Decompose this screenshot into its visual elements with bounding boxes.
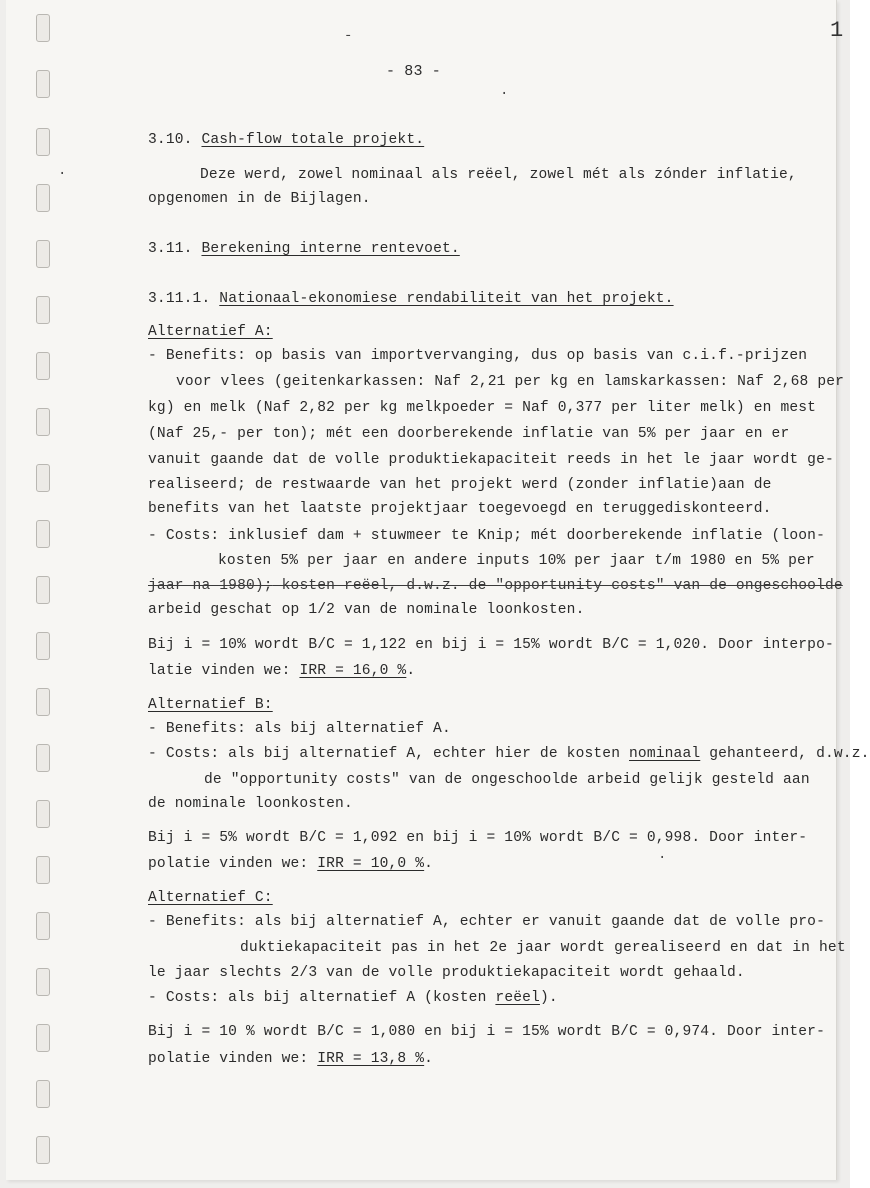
binding-hole (36, 520, 50, 548)
alt-a-heading: Alternatief A: (148, 324, 273, 340)
binding-hole (36, 856, 50, 884)
binding-hole (36, 1080, 50, 1108)
section-number: 3.11. (148, 241, 193, 257)
alt-a-benefits-line: kg) en melk (Naf 2,82 per kg melkpoeder = Naf 0,377 per liter melk) en mest (148, 400, 817, 416)
section-3-11-1-heading (148, 290, 674, 309)
stray-mark: - (344, 28, 353, 44)
section-title: Berekening interne rentevoet. (201, 241, 460, 257)
binding-hole (36, 296, 50, 324)
alt-c-benefits-line: duktiekapaciteit pas in het 2e jaar wordt gerealiseerd en dat in het (240, 940, 846, 956)
costs-text: gehanteerd, d.w.z. (700, 746, 870, 762)
paragraph-line: Deze werd, zowel nominaal als reëel, zowel mét als zónder inflatie, (200, 167, 797, 183)
section-title: Cash-flow totale projekt. (201, 132, 425, 148)
stray-mark: · (658, 850, 667, 866)
binding-hole (36, 70, 50, 98)
alt-b-result-line: Bij i = 5% wordt B/C = 1,092 en bij i = 10% wordt B/C = 0,998. Door inter- (148, 830, 808, 846)
underlined-word: reëel (495, 990, 540, 1006)
binding-hole (36, 352, 50, 380)
binding-hole (36, 968, 50, 996)
result-suffix: . (424, 1051, 434, 1067)
irr-value: IRR = 10,0 % (317, 856, 425, 872)
result-suffix: . (406, 663, 416, 679)
paper-sheet (6, 0, 870, 1180)
section-3-10-heading (148, 131, 424, 150)
binding-hole (36, 464, 50, 492)
alt-b-costs-line: de nominale loonkosten. (148, 796, 353, 812)
section-title: Nationaal-ekonomiese rendabiliteit van het projekt. (219, 291, 674, 307)
alt-a-result-line (148, 662, 415, 681)
binding-hole (36, 184, 50, 212)
alt-a-costs-line: arbeid geschat op 1/2 van de nominale loonkosten. (148, 602, 585, 618)
binding-hole (36, 576, 50, 604)
section-3-11-heading (148, 240, 460, 259)
alt-a-costs-line: kosten 5% per jaar en andere inputs 10% per jaar t/m 1980 en 5% per (218, 553, 815, 569)
alt-c-benefits-line: - Benefits: als bij alternatief A, echter er vanuit gaande dat de volle pro- (148, 914, 825, 930)
alt-c-costs-line (148, 989, 558, 1008)
alt-b-benefits-line: - Benefits: als bij alternatief A. (148, 721, 451, 737)
binding-hole (36, 14, 50, 42)
irr-value: IRR = 16,0 % (299, 663, 407, 679)
alt-a-costs-struck-line (148, 577, 843, 596)
binding-hole (36, 912, 50, 940)
binding-hole (36, 632, 50, 660)
alt-a-benefits-line: benefits van het laatste projektjaar toegevoegd en teruggediskonteerd. (148, 501, 772, 517)
result-text: polatie vinden we: (148, 856, 318, 872)
paragraph-line: opgenomen in de Bijlagen. (148, 191, 371, 207)
corner-mark: 1 (830, 18, 844, 43)
binding-hole (36, 1136, 50, 1164)
irr-value: IRR = 13,8 % (317, 1051, 425, 1067)
underlined-word: nominaal (629, 746, 701, 762)
costs-text: ). (539, 990, 558, 1006)
binding-hole (36, 1024, 50, 1052)
alt-a-benefits-line: voor vlees (geitenkarkassen: Naf 2,21 per kg en lamskarkassen: Naf 2,68 per (176, 374, 845, 390)
binding-hole (36, 744, 50, 772)
alt-c-benefits-line: le jaar slechts 2/3 van de volle produktiekapaciteit wordt gehaald. (148, 965, 745, 981)
page-number: - 83 - (386, 63, 441, 80)
alt-b-heading: Alternatief B: (148, 697, 273, 713)
stray-mark: · (58, 166, 67, 182)
alt-b-costs-line: de "opportunity costs" van de ongeschoolde arbeid gelijk gesteld aan (204, 772, 810, 788)
costs-text: - Costs: als bij alternatief A (kosten (148, 990, 496, 1006)
alt-c-result-line (148, 1050, 433, 1069)
alt-a-result-line: Bij i = 10% wordt B/C = 1,122 en bij i = 15% wordt B/C = 1,020. Door interpo- (148, 637, 834, 653)
section-number: 3.11.1. (148, 291, 211, 307)
binding-hole (36, 800, 50, 828)
alt-a-benefits-line: - Benefits: op basis van importvervanging, dus op basis van c.i.f.-prijzen (148, 348, 808, 364)
alt-a-benefits-line: vanuit gaande dat de volle produktiekapaciteit reeds in het le jaar wordt ge- (148, 452, 834, 468)
result-text: polatie vinden we: (148, 1051, 318, 1067)
alt-c-result-line: Bij i = 10 % wordt B/C = 1,080 en bij i = 15% wordt B/C = 0,974. Door inter- (148, 1024, 825, 1040)
alt-b-result-line (148, 855, 433, 874)
section-number: 3.10. (148, 132, 193, 148)
struck-text: kosten reëel, d.w.z. de "opportunity costs" van de ongeschoolde (272, 578, 843, 594)
result-text: latie vinden we: (148, 663, 300, 679)
struck-text: jaar na 1980); (148, 578, 273, 594)
stray-mark: · (500, 86, 509, 102)
result-suffix: . (424, 856, 434, 872)
costs-text: - Costs: als bij alternatief A, echter hier de kosten (148, 746, 630, 762)
alt-a-benefits-line: (Naf 25,- per ton); mét een doorberekende inflatie van 5% per jaar en er (148, 426, 790, 442)
binding-hole (36, 128, 50, 156)
alt-a-costs-line: - Costs: inklusief dam + stuwmeer te Knip; mét doorberekende inflatie (loon- (148, 528, 825, 544)
binding-hole (36, 240, 50, 268)
binding-hole (36, 408, 50, 436)
alt-c-heading: Alternatief C: (148, 890, 273, 906)
binding-hole (36, 688, 50, 716)
alt-b-costs-line (148, 745, 870, 764)
alt-a-benefits-line: realiseerd; de restwaarde van het projekt werd (zonder inflatie)aan de (148, 477, 772, 493)
